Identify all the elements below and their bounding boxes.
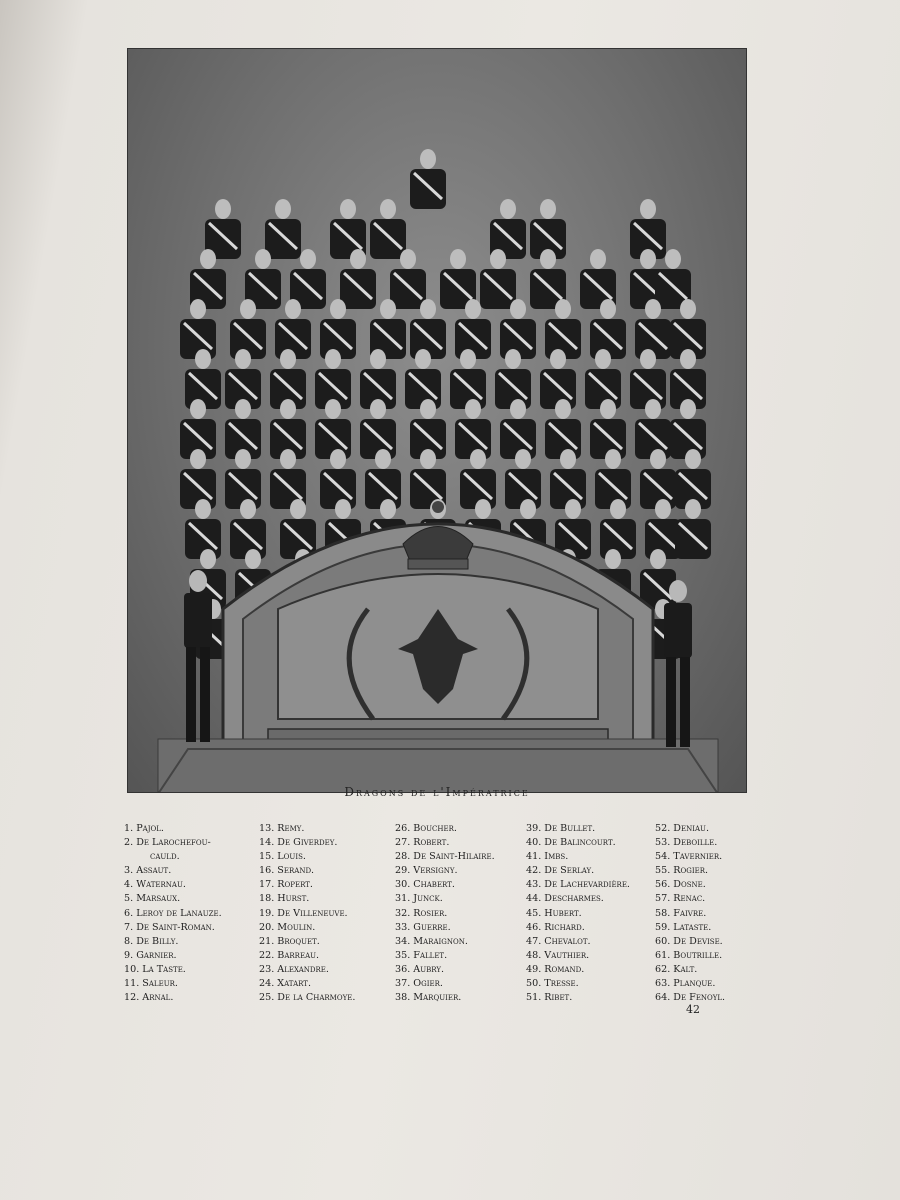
officer-head bbox=[255, 249, 271, 269]
officer-head bbox=[290, 499, 306, 519]
legend-entry: 35. Fallet. bbox=[395, 949, 448, 961]
legend-entry: 15. Louis. bbox=[259, 851, 306, 863]
officer-head bbox=[240, 499, 256, 519]
officer-head bbox=[645, 399, 661, 419]
officer-head bbox=[235, 449, 251, 469]
legend-entry: 63. Planque. bbox=[655, 978, 716, 990]
officer-head bbox=[560, 449, 576, 469]
officer-head bbox=[375, 449, 391, 469]
officer-head bbox=[195, 499, 211, 519]
legend-entry: 24. Xatart. bbox=[259, 978, 312, 990]
officer-head bbox=[510, 299, 526, 319]
legend-entry: 42. De Serlay. bbox=[526, 865, 595, 877]
standing-officer-right bbox=[664, 580, 692, 747]
officer-head bbox=[680, 299, 696, 319]
officer-head bbox=[190, 399, 206, 419]
legend-entry: 11. Saleur. bbox=[124, 978, 178, 990]
officer-head bbox=[350, 249, 366, 269]
officer-head bbox=[600, 299, 616, 319]
officer-head bbox=[500, 199, 516, 219]
officer-head bbox=[680, 349, 696, 369]
legend-entry: 32. Rosier. bbox=[395, 907, 448, 919]
legend-entry: 12. Arnal. bbox=[124, 992, 174, 1004]
legend-entry: 44. Descharmes. bbox=[526, 893, 604, 905]
officer-head bbox=[640, 349, 656, 369]
officer-head bbox=[380, 299, 396, 319]
legend-column-3 bbox=[395, 822, 495, 1005]
legend-entry: 34. Maraignon. bbox=[395, 935, 468, 947]
officer-head bbox=[380, 499, 396, 519]
group-photograph bbox=[127, 48, 747, 793]
officer-head bbox=[650, 449, 666, 469]
officer-head bbox=[190, 449, 206, 469]
officer-head bbox=[200, 549, 216, 569]
legend-entry: 20. Moulin. bbox=[259, 921, 316, 933]
legend-entry: cauld. bbox=[150, 851, 180, 863]
officer-head bbox=[680, 399, 696, 419]
officer-head bbox=[340, 199, 356, 219]
legend-entry: 55. Rogier. bbox=[655, 865, 709, 877]
legend-entry: 2. De Larochefou- bbox=[124, 837, 211, 849]
officer-head bbox=[420, 399, 436, 419]
legend-entry: 3. Assaut. bbox=[124, 865, 172, 877]
officer-head bbox=[515, 449, 531, 469]
photo-illustration bbox=[128, 49, 747, 793]
legend-entry: 14. De Giverdey. bbox=[259, 837, 338, 849]
officer-head bbox=[555, 399, 571, 419]
legend-entry: 59. Lataste. bbox=[655, 921, 712, 933]
name-legend bbox=[0, 822, 900, 1022]
officer-head bbox=[465, 299, 481, 319]
legend-entry: 22. Barreau. bbox=[259, 949, 320, 961]
officer-head bbox=[280, 349, 296, 369]
legend-entry: 36. Aubry. bbox=[395, 963, 445, 975]
officer-head bbox=[520, 499, 536, 519]
officer-head bbox=[605, 449, 621, 469]
plate-caption: Dragons de l'Impératrice bbox=[344, 785, 530, 799]
officer-head bbox=[610, 499, 626, 519]
legend-entry: 27. Robert. bbox=[395, 837, 450, 849]
officer-head bbox=[415, 349, 431, 369]
officer-head bbox=[215, 199, 231, 219]
legend-entry: 60. De Devise. bbox=[655, 935, 723, 947]
legend-entry: 58. Faivre. bbox=[655, 907, 707, 919]
officer-head bbox=[595, 349, 611, 369]
legend-entry: 19. De Villeneuve. bbox=[259, 907, 348, 919]
officer-head bbox=[190, 299, 206, 319]
officer-head bbox=[420, 149, 436, 169]
legend-entry: 40. De Balincourt. bbox=[526, 837, 616, 849]
legend-entry: 13. Remy. bbox=[259, 823, 305, 834]
officer-head bbox=[590, 249, 606, 269]
officer-head bbox=[370, 349, 386, 369]
officer-head bbox=[655, 499, 671, 519]
officer-head bbox=[335, 499, 351, 519]
officer-head bbox=[685, 449, 701, 469]
officer-head bbox=[195, 349, 211, 369]
officer-head bbox=[460, 349, 476, 369]
officer-head bbox=[235, 399, 251, 419]
officer-head bbox=[300, 249, 316, 269]
officer-head bbox=[540, 249, 556, 269]
legend-entry: 23. Alexandre. bbox=[259, 963, 329, 975]
legend-entry: 25. De la Charmoye. bbox=[259, 992, 356, 1004]
officer-head bbox=[330, 449, 346, 469]
officer-head bbox=[565, 499, 581, 519]
officer-head bbox=[465, 399, 481, 419]
officer-head bbox=[420, 299, 436, 319]
officer-head bbox=[285, 299, 301, 319]
officer-head bbox=[325, 349, 341, 369]
legend-entry: 1. Pajol. bbox=[124, 823, 164, 834]
legend-entry: 16. Serand. bbox=[259, 865, 315, 877]
legend-entry: 51. Ribet. bbox=[526, 992, 573, 1004]
legend-entry: 41. Imbs. bbox=[526, 851, 569, 863]
officer-head bbox=[640, 249, 656, 269]
legend-column-2 bbox=[259, 822, 355, 1005]
officer-head bbox=[325, 399, 341, 419]
officer-head bbox=[280, 449, 296, 469]
legend-entry: 18. Hurst. bbox=[259, 893, 310, 905]
officer-head bbox=[275, 199, 291, 219]
officer-head bbox=[490, 249, 506, 269]
officer-head bbox=[470, 449, 486, 469]
officer-head bbox=[645, 299, 661, 319]
legend-entry: 62. Kalt. bbox=[655, 963, 698, 975]
legend-entry: 7. De Saint-Roman. bbox=[124, 921, 215, 933]
officer-head bbox=[420, 449, 436, 469]
legend-entry: 30. Chabert. bbox=[395, 879, 455, 891]
officer-head bbox=[605, 549, 621, 569]
officer-head bbox=[240, 299, 256, 319]
legend-entry: 9. Garnier. bbox=[124, 949, 177, 961]
legend-entry: 52. Deniau. bbox=[655, 823, 710, 834]
officer-head bbox=[665, 249, 681, 269]
legend-entry: 26. Boucher. bbox=[395, 823, 457, 834]
legend-entry: 10. La Taste. bbox=[124, 963, 186, 975]
officer-head bbox=[245, 549, 261, 569]
legend-entry: 8. De Billy. bbox=[124, 935, 179, 947]
officer-head bbox=[400, 249, 416, 269]
legend-column-4 bbox=[526, 822, 630, 1005]
legend-entry: 53. Deboille. bbox=[655, 837, 718, 849]
legend-column-5 bbox=[655, 822, 725, 1005]
officer-head bbox=[510, 399, 526, 419]
officer-head bbox=[505, 349, 521, 369]
legend-entry: 48. Vauthier. bbox=[526, 949, 590, 961]
legend-entry: 49. Romand. bbox=[526, 963, 585, 975]
officer-head bbox=[235, 349, 251, 369]
crown-emblem bbox=[403, 501, 473, 569]
legend-entry: 31. Junck. bbox=[395, 893, 443, 905]
officer-head bbox=[555, 299, 571, 319]
page-number: 42 bbox=[686, 1003, 700, 1016]
officer-head bbox=[380, 199, 396, 219]
officer-head bbox=[200, 249, 216, 269]
officer-head bbox=[650, 549, 666, 569]
legend-entry: 64. De Fenoyl. bbox=[655, 992, 726, 1004]
legend-entry: 39. De Bullet. bbox=[526, 823, 596, 834]
officer-head bbox=[550, 349, 566, 369]
legend-entry: 54. Tavernier. bbox=[655, 851, 723, 863]
legend-entry: 33. Guerre. bbox=[395, 921, 451, 933]
legend-entry: 47. Chevalot. bbox=[526, 935, 591, 947]
officer-head bbox=[330, 299, 346, 319]
legend-entry: 37. Ogier. bbox=[395, 978, 443, 990]
officer-head bbox=[370, 399, 386, 419]
legend-entry: 43. De Lachevardière. bbox=[526, 879, 630, 891]
legend-entry: 5. Marsaux. bbox=[124, 893, 181, 905]
officer-head bbox=[280, 399, 296, 419]
legend-entry: 38. Marquier. bbox=[395, 992, 462, 1004]
officer-head bbox=[600, 399, 616, 419]
legend-entry: 17. Ropert. bbox=[259, 879, 313, 891]
officer-head bbox=[450, 249, 466, 269]
officer-head bbox=[475, 499, 491, 519]
legend-entry: 4. Waternau. bbox=[124, 879, 186, 891]
legend-entry: 45. Hubert. bbox=[526, 907, 582, 919]
legend-entry: 50. Tresse. bbox=[526, 978, 579, 990]
legend-entry: 57. Renac. bbox=[655, 893, 706, 905]
officer-head bbox=[685, 499, 701, 519]
legend-entry: 28. De Saint-Hilaire. bbox=[395, 851, 495, 863]
legend-entry: 56. Dosne. bbox=[655, 879, 706, 891]
legend-entry: 61. Boutrille. bbox=[655, 949, 723, 961]
legend-entry: 46. Richard. bbox=[526, 921, 585, 933]
legend-entry: 29. Versigny. bbox=[395, 865, 458, 877]
legend-column-1 bbox=[124, 822, 222, 1005]
legend-entry: 6. Leroy de Lanauze. bbox=[124, 907, 222, 919]
officer-head bbox=[540, 199, 556, 219]
legend-entry: 21. Broquet. bbox=[259, 935, 320, 947]
officer-head bbox=[640, 199, 656, 219]
